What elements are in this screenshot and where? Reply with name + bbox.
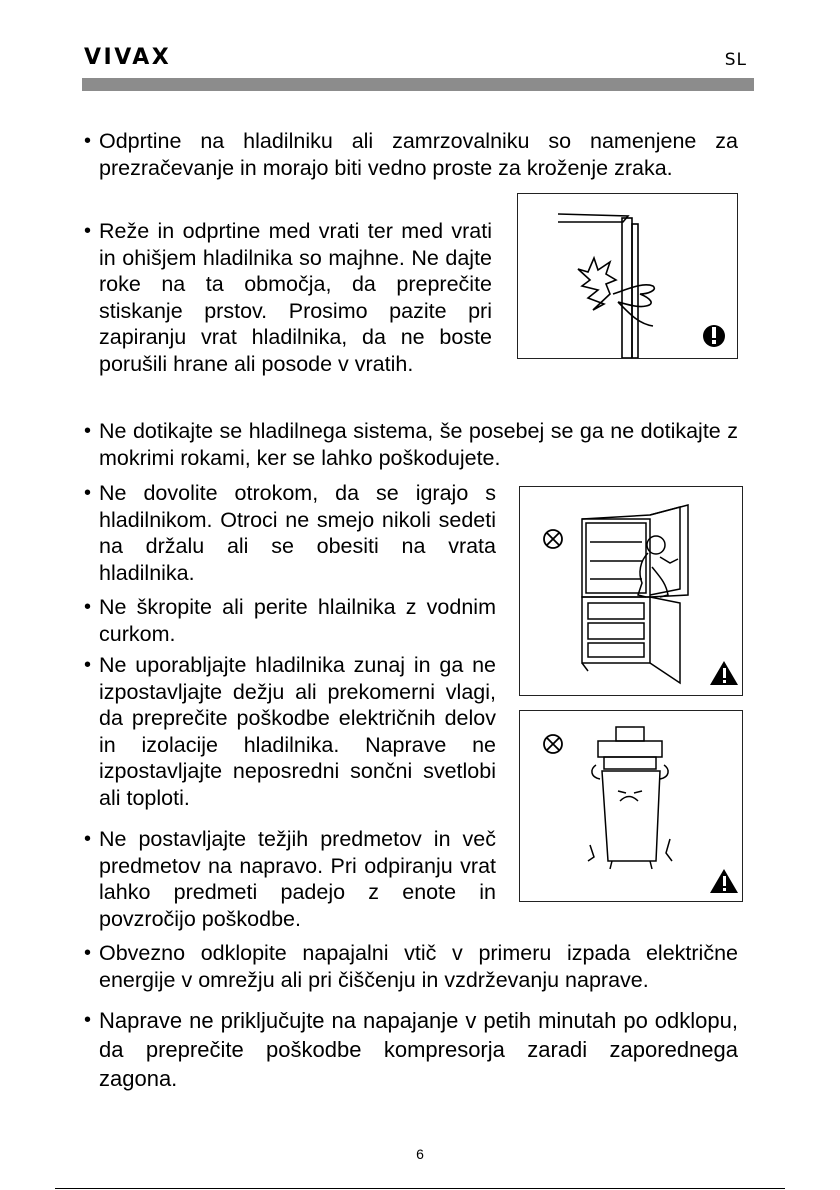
prohibited-icon bbox=[544, 735, 562, 753]
bullet-text bbox=[82, 128, 738, 181]
bullet-text-3: Ne dotikajte se hladilnega sistema, še posebej se ga ne dotikajte z mokrimi rokami, ker se lahko poškodujete. bbox=[99, 419, 738, 470]
bullet-dot: • bbox=[84, 1009, 92, 1031]
bullet-dot: • bbox=[84, 482, 92, 504]
language-code: SL bbox=[724, 50, 747, 70]
finger-pinch-door-illustration bbox=[518, 194, 737, 358]
bullet-dot: • bbox=[84, 220, 92, 242]
bullet-item bbox=[82, 128, 738, 181]
prohibited-icon bbox=[544, 530, 562, 548]
footer-divider bbox=[55, 1188, 785, 1189]
bullet-item bbox=[82, 940, 738, 993]
exclamation-icon bbox=[703, 325, 725, 347]
figure-child-climbing bbox=[519, 486, 743, 696]
bullet-item bbox=[82, 1006, 738, 1093]
bullet-item bbox=[82, 594, 496, 647]
bullet-text-1: Odprtine na hladilniku ali zamrzovalniku so namenjene za prezračevanje in morajo biti vedno proste za kroženje zraka. bbox=[99, 129, 738, 180]
bullet-text-9: Naprave ne priključujte na napajanje v petih minutah po odklopu, da preprečite poškodbe kompresorja zaradi zaporednega zagona. bbox=[99, 1008, 738, 1091]
bullet-text-6: Ne uporabljajte hladilnika zunaj in ga ne izpostavljajte dežju ali prekomerni vlagi, da preprečite poškodbe električnih delov in izolacije hladilnika. Naprave ne izpostavljajte neposredni sončni svetlobi ali toploti. bbox=[99, 653, 496, 810]
figure-objects-on-fridge bbox=[519, 710, 743, 902]
bullet-item bbox=[82, 480, 496, 586]
bullet-text-5: Ne škropite ali perite hlailnika z vodnim curkom. bbox=[99, 595, 496, 646]
bullet-dot: • bbox=[84, 596, 92, 618]
bullet-item bbox=[82, 652, 496, 812]
objects-on-fridge-illustration bbox=[520, 711, 742, 901]
bullet-item bbox=[82, 826, 496, 932]
bullet-dot: • bbox=[84, 130, 92, 152]
brand-logo: VIVAX bbox=[84, 45, 172, 70]
child-climbing-fridge-illustration bbox=[520, 487, 742, 695]
bullet-text-7: Ne postavljajte težjih predmetov in več predmetov na napravo. Pri odpiranju vrat lahko predmeti padejo z enote in povzročijo poškodbe. bbox=[99, 827, 496, 931]
bullet-item bbox=[82, 218, 492, 378]
figure-finger-pinch bbox=[517, 193, 738, 359]
page-number: 6 bbox=[416, 1146, 424, 1162]
bullet-text-2: Reže in odprtine med vrati ter med vrati in ohišjem hladilnika so majhne. Ne dajte roke na ta območja, da preprečite stiskanje prstov. Prosimo pazite pri zapiranju vrat hladilnika, da ne boste porušili hrane ali posode v vratih. bbox=[99, 219, 492, 376]
bullet-dot: • bbox=[84, 654, 92, 676]
bullet-dot: • bbox=[84, 420, 92, 442]
bullet-text-4: Ne dovolite otrokom, da se igrajo s hladilnikom. Otroci ne smejo nikoli sedeti na držalu ali se obesiti na vrata hladilnika. bbox=[99, 481, 496, 585]
warning-triangle-icon bbox=[710, 869, 738, 893]
warning-triangle-icon bbox=[710, 661, 738, 685]
header-divider bbox=[82, 78, 754, 91]
bullet-dot: • bbox=[84, 828, 92, 850]
bullet-text-8: Obvezno odklopite napajalni vtič v primeru izpada električne energije v omrežju ali pri čiščenju in vzdrževanju naprave. bbox=[99, 941, 738, 992]
bullet-dot: • bbox=[84, 942, 92, 964]
bullet-item bbox=[82, 418, 738, 471]
